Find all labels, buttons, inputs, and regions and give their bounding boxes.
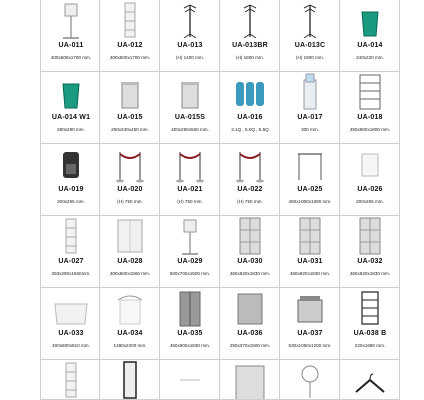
product-code: UA-032 — [357, 258, 383, 265]
bin-icon — [100, 72, 160, 112]
sign-stand-icon — [160, 216, 220, 256]
product-size: 530x1050x1200 mm. — [288, 343, 332, 348]
product-size: 460x920x1830 mm. — [349, 271, 391, 276]
garment-rack-icon — [280, 144, 340, 184]
product-code: UA-029 — [177, 258, 203, 265]
product-size: (H) 750 mm. — [117, 199, 143, 204]
shelf-icon — [340, 72, 400, 112]
product-size: 1480x2200 mm. — [113, 343, 147, 348]
product-code: UA-011 — [58, 42, 84, 49]
product-size: 450x900x1830 mm. — [169, 343, 211, 348]
sink-cart-icon — [280, 288, 340, 328]
locker-icon — [220, 216, 280, 256]
product-cell — [280, 288, 340, 360]
coat-stand-icon — [280, 0, 340, 40]
product-size: 400x290x560 mm. — [171, 127, 209, 132]
product-cell — [160, 360, 220, 400]
product-size: (H) 1800 mm. — [295, 55, 325, 60]
product-code: UA-015S — [174, 114, 206, 121]
hanger-icon — [340, 360, 400, 400]
product-cell — [220, 360, 280, 400]
product-code: UA-034 — [117, 330, 143, 337]
product-size: 200x255 mm. — [356, 199, 384, 204]
product-code: UA-022 — [237, 186, 263, 193]
coat-stand-icon — [160, 0, 220, 40]
product-code: UA-019 — [58, 186, 84, 193]
product-size: 240x220 mm. — [356, 55, 384, 60]
acrylic-holder-icon — [340, 144, 400, 184]
product-cell — [160, 216, 220, 288]
brochure-stand-icon — [41, 216, 100, 256]
fan-icon — [280, 360, 340, 400]
product-code: UA-018 — [357, 114, 383, 121]
product-code: UA-015 — [117, 114, 143, 121]
product-cell — [280, 216, 340, 288]
product-code: UA-025 — [297, 186, 323, 193]
product-cell — [40, 360, 100, 400]
product-cell — [220, 216, 280, 288]
product-code: UA-033 — [58, 330, 84, 337]
product-cell — [160, 144, 220, 216]
product-size: 220x1680 mm. — [354, 343, 386, 348]
bin-set-icon — [220, 72, 280, 112]
product-size: 3.1Q , 5.0Q , 5.5Q — [231, 127, 269, 132]
product-size: 400x500x1700 mm. — [109, 55, 151, 60]
curtain-icon — [220, 288, 280, 328]
product-code: UA-013BR — [232, 42, 268, 49]
product-cell — [100, 72, 160, 144]
water-dispenser-icon — [280, 72, 340, 112]
cabinet-icon — [160, 288, 220, 328]
product-size: 400x500x1700 mm. — [50, 55, 92, 60]
product-code: UA-026 — [357, 186, 383, 193]
product-code: UA-030 — [237, 258, 263, 265]
product-cell — [280, 144, 340, 216]
product-code: UA-036 — [237, 330, 263, 337]
product-size: 460x920x1830 mm. — [289, 271, 331, 276]
product-size: 500x700x1500 mm. — [169, 271, 211, 276]
panel-icon — [160, 360, 220, 400]
product-cell — [340, 216, 400, 288]
product-code: UA-017 — [297, 114, 323, 121]
table-cover-icon — [41, 288, 100, 328]
product-code: UA-014 — [357, 42, 383, 49]
waste-bin-icon — [41, 72, 100, 112]
product-size: 400x800x810 mm. — [52, 343, 90, 348]
product-size: (H) 1800 mm. — [235, 55, 265, 60]
product-cell — [40, 216, 100, 288]
brochure-stand-icon — [41, 360, 100, 400]
product-size: 200x255 mm. — [57, 199, 85, 204]
product-code: UA-038 B — [353, 330, 387, 337]
product-code: UA-014 W1 — [51, 114, 91, 121]
product-size: 250x280x1660mm. — [51, 271, 91, 276]
product-cell — [100, 216, 160, 288]
product-size: (H) 1400 mm. — [175, 55, 205, 60]
product-size: 400x600x1560 mm. — [109, 271, 151, 276]
product-cell — [100, 0, 160, 72]
product-cell — [100, 144, 160, 216]
product-size: (H) 750 mm. — [177, 199, 203, 204]
product-size: (H) 750 mm. — [237, 199, 263, 204]
product-cell — [280, 72, 340, 144]
product-size: 250x370x1500 mm. — [229, 343, 271, 348]
product-code: UA-035 — [177, 330, 203, 337]
locker-icon — [340, 216, 400, 256]
product-code: UA-020 — [117, 186, 143, 193]
magazine-rack-icon — [340, 288, 400, 328]
product-size: 460x920x1830 mm. — [229, 271, 271, 276]
product-size: 450x900x1800 mm. — [349, 127, 391, 132]
product-cell — [40, 0, 100, 72]
sign-stand-icon — [41, 0, 100, 40]
product-code: UA-013 — [177, 42, 203, 49]
product-code: UA-013C — [294, 42, 326, 49]
barrier-post-icon — [100, 144, 160, 184]
product-catalog-grid — [40, 0, 400, 400]
product-cell — [340, 288, 400, 360]
product-code: UA-016 — [237, 114, 263, 121]
brochure-stand-icon — [100, 0, 160, 40]
shutter-icon — [220, 360, 280, 400]
product-code: UA-037 — [297, 330, 323, 337]
locker-icon — [280, 216, 340, 256]
bin-icon — [160, 72, 220, 112]
product-code: UA-031 — [297, 258, 323, 265]
product-cell — [220, 144, 280, 216]
product-cell — [280, 360, 340, 400]
product-cell — [220, 72, 280, 144]
product-cell — [160, 288, 220, 360]
product-cell — [280, 0, 340, 72]
product-cell — [160, 0, 220, 72]
product-code: UA-012 — [117, 42, 143, 49]
waste-bin-icon — [340, 0, 400, 40]
product-size: 280x280 mm. — [57, 127, 85, 132]
tent-icon — [100, 288, 160, 328]
barrier-post-icon — [160, 144, 220, 184]
coffee-maker-icon — [41, 144, 100, 184]
product-cell — [40, 144, 100, 216]
product-cell — [220, 288, 280, 360]
product-size: 300 mm. — [301, 127, 319, 132]
product-cell — [220, 0, 280, 72]
product-cell — [100, 288, 160, 360]
product-cell — [160, 72, 220, 144]
coat-stand-icon — [220, 0, 280, 40]
product-cell — [40, 288, 100, 360]
product-code: UA-021 — [177, 186, 203, 193]
product-cell — [340, 72, 400, 144]
product-code: UA-028 — [117, 258, 143, 265]
product-cell — [340, 144, 400, 216]
display-panel-icon — [100, 216, 160, 256]
product-cell — [100, 360, 160, 400]
product-cell — [340, 0, 400, 72]
product-code: UA-027 — [58, 258, 84, 265]
product-cell — [340, 360, 400, 400]
barrier-post-icon — [220, 144, 280, 184]
product-size: 450x1000x1080 mm. — [288, 199, 332, 204]
product-cell — [40, 72, 100, 144]
product-size: 250x340x450 mm. — [111, 127, 149, 132]
mirror-icon — [100, 360, 160, 400]
